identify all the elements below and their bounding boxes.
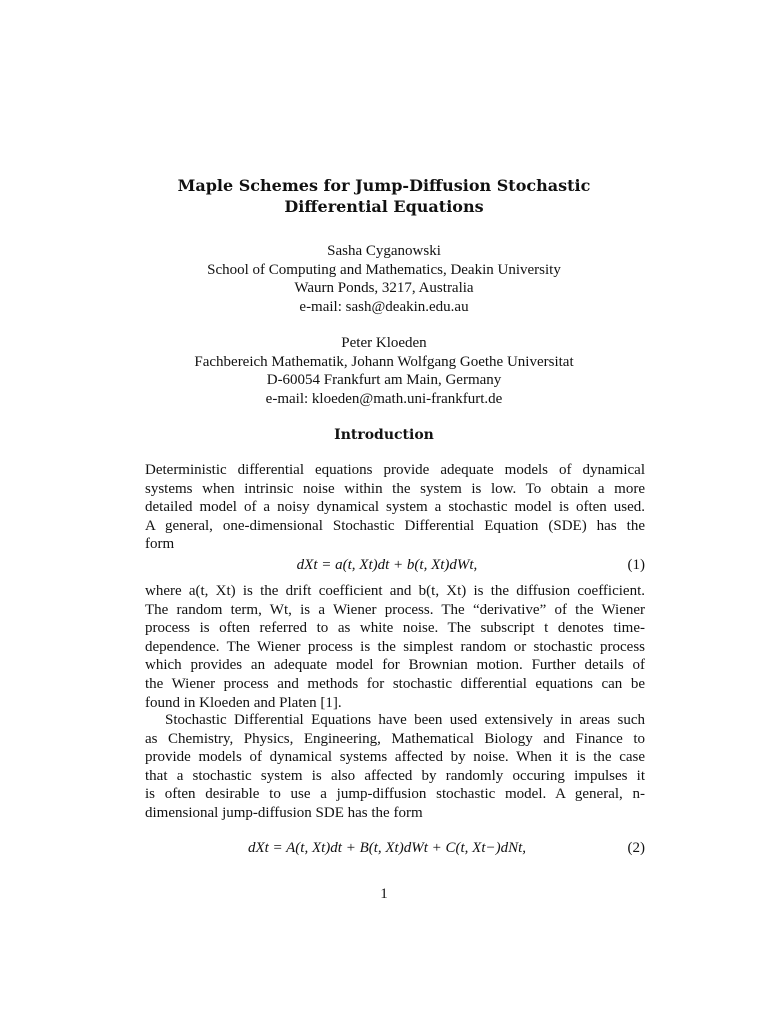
page-number: 1 xyxy=(380,886,388,902)
text-line: that a stochastic system is also affected by randomly occuring impulses it xyxy=(145,767,645,784)
text-line: systems when intrinsic noise within the system is low. To obtain a more xyxy=(145,480,645,497)
title-line-2: Differential Equations xyxy=(284,197,484,216)
author-email: e-mail: kloeden@math.uni-frankfurt.de xyxy=(265,391,503,408)
paragraph-1 xyxy=(145,461,645,554)
equation-1 xyxy=(145,555,645,575)
text-line: found in Kloeden and Platen [1]. xyxy=(145,694,342,711)
author-email: e-mail: sash@deakin.edu.au xyxy=(299,299,469,316)
equation-2 xyxy=(145,838,645,858)
equation-number: (1) xyxy=(627,557,645,573)
author-name: Sasha Cyganowski xyxy=(327,243,441,259)
paragraph-3 xyxy=(145,711,645,823)
equation-formula: dXt = a(t, Xt)dt + b(t, Xt)dWt, xyxy=(296,557,478,573)
author-address: D-60054 Frankfurt am Main, Germany xyxy=(266,372,502,389)
text-line: which provides an adequate model for Brownian motion. Further details of xyxy=(145,657,645,674)
equation-number: (2) xyxy=(627,840,645,856)
text-line: process is often referred to as white noise. The subscript t denotes time- xyxy=(145,620,645,637)
text-line: form xyxy=(145,536,175,553)
author-name: Peter Kloeden xyxy=(341,335,427,351)
section-heading-introduction: Introduction xyxy=(334,427,434,443)
paper-title xyxy=(0,175,768,217)
author-block-1 xyxy=(0,242,768,317)
text-line: the Wiener process and methods for stochastic differential equations can be xyxy=(145,675,645,692)
equation-formula: dXt = A(t, Xt)dt + B(t, Xt)dWt + C(t, Xt−)dNt, xyxy=(247,840,527,856)
author-address: Waurn Ponds, 3217, Australia xyxy=(294,280,474,297)
text-line: where a(t, Xt) is the drift coefficient and b(t, Xt) is the diffusion coefficient. xyxy=(145,583,645,599)
title-line-1: Maple Schemes for Jump-Diffusion Stochastic xyxy=(177,176,591,195)
text-line: A general, one-dimensional Stochastic Differential Equation (SDE) has the xyxy=(145,517,645,534)
text-line: Stochastic Differential Equations have been used extensively in areas such xyxy=(165,712,645,728)
text-line: The random term, Wt, is a Wiener process. The “derivative” of the Wiener xyxy=(145,601,645,618)
paragraph-2 xyxy=(145,582,645,712)
text-line: Deterministic differential equations provide adequate models of dynamical xyxy=(145,462,645,478)
text-line: as Chemistry, Physics, Engineering, Mathematical Biology and Finance to xyxy=(145,730,645,747)
author-affiliation: Fachbereich Mathematik, Johann Wolfgang Goethe Universitat xyxy=(194,353,574,370)
text-line: dependence. The Wiener process is the simplest random or stochastic process xyxy=(145,638,645,655)
author-affiliation: School of Computing and Mathematics, Deakin University xyxy=(207,261,561,278)
author-block-2 xyxy=(0,334,768,409)
text-line: provide models of dynamical systems affected by noise. When it is the case xyxy=(145,749,645,766)
text-line: dimensional jump-diffusion SDE has the form xyxy=(145,804,423,821)
text-line: is often desirable to use a jump-diffusion stochastic model. A general, n- xyxy=(145,786,645,803)
text-line: detailed model of a noisy dynamical system a stochastic model is often used. xyxy=(145,499,645,516)
